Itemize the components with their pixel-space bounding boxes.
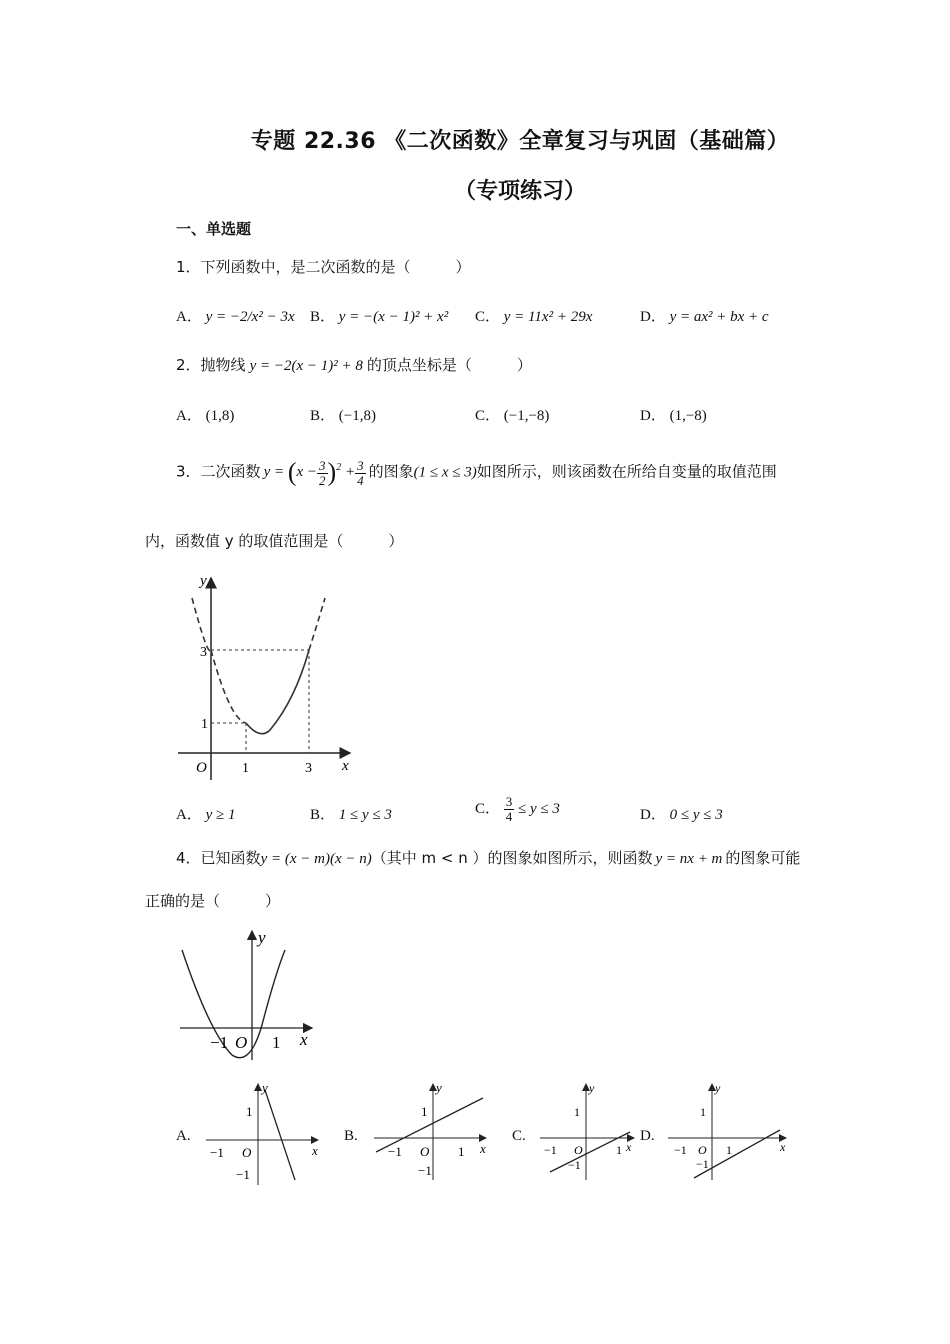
option-label: A． [176, 807, 202, 823]
question-4-expr: y = (x − m)(x − n) [260, 851, 372, 867]
q3-option-b[interactable] [310, 803, 392, 824]
parabola [182, 950, 285, 1058]
tick-y1: 1 [421, 1104, 428, 1119]
question-3-expr: y = (x − $\frac{3}{2}$ )$^2$ + $\frac{3}{4}$ [263, 457, 364, 488]
line-graph [265, 1090, 295, 1180]
question-3-domain: (1 ≤ x ≤ 3) [413, 464, 477, 481]
q3-option-a[interactable] [176, 803, 235, 824]
question-3 [176, 458, 777, 488]
question-3-line2: 内，函数值 y 的取值范围是（ ） [145, 532, 404, 550]
question-1-number: 1． [176, 258, 201, 276]
section-heading: 一、单选题 [176, 220, 252, 238]
q4-option-a-graph[interactable] [200, 1080, 325, 1190]
q3-option-b-expr: 1 ≤ y ≤ 3 [338, 807, 392, 823]
question-2-text-pre: 抛物线 [200, 356, 246, 374]
q2-option-c-expr: (−1,−8) [503, 408, 550, 424]
tick-y1: 1 [246, 1104, 253, 1119]
x-label: x [300, 1030, 308, 1049]
option-label: A． [176, 309, 202, 325]
curve-right-dashed [309, 598, 325, 650]
q1-option-b[interactable] [310, 305, 448, 326]
y-label: y [258, 928, 266, 947]
option-label: C． [475, 800, 501, 817]
q1-option-c[interactable] [475, 305, 592, 326]
tick-neg1: −1 [544, 1143, 557, 1157]
q3-option-c-expr: ≤ y ≤ 3 [518, 800, 560, 817]
q2-option-b-expr: (−1,8) [338, 408, 376, 424]
q4-option-c-graph[interactable] [536, 1080, 646, 1190]
q3-option-d[interactable] [640, 803, 723, 824]
y-label: y [436, 1080, 442, 1095]
q1-option-b-expr: y = −(x − 1)² + x² [338, 309, 449, 325]
question-3-text-pre: 二次函数 [200, 462, 261, 481]
origin-label: O [235, 1033, 248, 1052]
q2-option-b[interactable] [310, 404, 376, 425]
question-3-text-post: 如图所示，则该函数在所给自变量的取值范围 [476, 462, 777, 481]
tick-neg1: −1 [674, 1143, 687, 1157]
q1-option-d-expr: y = ax² + bx + c [669, 309, 769, 325]
q1-option-c-expr: y = 11x² + 29x [503, 309, 593, 325]
q3-option-d-expr: 0 ≤ y ≤ 3 [669, 807, 723, 823]
question-3-number: 3． [176, 462, 201, 481]
origin-label: O [420, 1144, 430, 1159]
tick-y3: 3 [200, 645, 207, 660]
tick-one: 1 [272, 1033, 281, 1052]
question-2-number: 2． [176, 356, 201, 374]
x-label: x [342, 758, 349, 774]
question-1 [176, 256, 471, 277]
question-4-number: 4． [176, 849, 201, 867]
q4-option-d-graph[interactable] [664, 1080, 794, 1190]
y-label: y [262, 1080, 268, 1095]
option-label: D． [640, 309, 666, 325]
curve-left-dashed [192, 598, 211, 651]
page-title: 专题 22.36 《二次函数》全章复习与巩固（基础篇） [250, 129, 790, 154]
origin-label: O [698, 1143, 707, 1157]
q3-option-a-expr: y ≥ 1 [205, 807, 236, 823]
tick-y1: 1 [574, 1105, 580, 1119]
option-label: B． [310, 309, 336, 325]
option-label: D． [640, 807, 666, 823]
question-1-text: 下列函数中，是二次函数的是（ ） [200, 258, 471, 276]
option-label: D． [640, 408, 666, 424]
q4-option-b-graph[interactable] [368, 1080, 493, 1190]
q1-option-a[interactable] [176, 305, 295, 326]
q1-option-a-expr: y = −2/x² − 3x [205, 309, 295, 325]
question-2-expr: y = −2(x − 1)² + 8 [249, 358, 363, 374]
tick-yneg1: −1 [236, 1167, 250, 1182]
q4-option-d-label[interactable]: D. [640, 1128, 655, 1144]
origin-label: O [242, 1145, 252, 1160]
option-label: C． [475, 309, 501, 325]
option-label: B． [310, 807, 336, 823]
tick-y1: 1 [700, 1105, 706, 1119]
q4-main-graph [170, 925, 330, 1065]
curve-solid [246, 650, 309, 734]
tick-x1: 1 [726, 1143, 732, 1157]
y-label: y [200, 573, 207, 589]
tick-x1: 1 [458, 1144, 465, 1159]
option-label: C． [475, 408, 501, 424]
q4-option-a-label[interactable]: A. [176, 1128, 191, 1144]
tick-yneg1: −1 [568, 1158, 581, 1172]
question-2-text-post: 的顶点坐标是（ ） [366, 356, 532, 374]
q3-parabola-graph [170, 570, 370, 785]
page-subtitle: （专项练习） [453, 179, 586, 204]
origin-label: O [196, 760, 207, 776]
y-label: y [715, 1081, 721, 1095]
question-4-text-pre: 已知函数 [200, 849, 261, 867]
question-3-text-mid: 的图象 [368, 462, 414, 481]
tick-x3: 3 [305, 761, 312, 776]
curve-mid-dashed [211, 650, 246, 723]
tick-x1: 1 [242, 761, 249, 776]
question-4-condition: （其中 m < n ） [371, 849, 488, 867]
x-label: x [626, 1140, 632, 1154]
question-4-expr2: y = nx + m [655, 851, 723, 867]
question-4-text-post: 的图象如图所示，则函数 [487, 849, 653, 867]
x-label: x [780, 1140, 786, 1154]
tick-neg1: −1 [210, 1033, 229, 1052]
y-label: y [589, 1081, 595, 1095]
q2-option-d-expr: (1,−8) [669, 408, 707, 424]
option-label: A． [176, 408, 202, 424]
q2-option-a[interactable] [176, 404, 234, 425]
tick-x1: 1 [616, 1143, 622, 1157]
q2-option-c[interactable] [475, 404, 549, 425]
question-2 [176, 354, 532, 375]
q3-option-c[interactable]: C． $\frac{3}{4}$ ≤ y ≤ 3 [475, 794, 560, 824]
q4-option-c-label[interactable]: C. [512, 1128, 526, 1144]
q2-option-d[interactable] [640, 404, 707, 425]
question-4 [176, 847, 800, 868]
x-label: x [312, 1143, 318, 1158]
tick-yneg1: −1 [418, 1163, 432, 1178]
option-label: B． [310, 408, 336, 424]
origin-label: O [574, 1143, 583, 1157]
tick-neg1: −1 [210, 1145, 224, 1160]
tick-yneg1: −1 [696, 1157, 709, 1171]
q1-option-d[interactable] [640, 305, 769, 326]
question-4-text-post2: 的图象可能 [725, 849, 801, 867]
q4-option-b-label[interactable]: B. [344, 1128, 358, 1144]
question-4-line2: 正确的是（ ） [145, 892, 281, 910]
q2-option-a-expr: (1,8) [205, 408, 235, 424]
x-label: x [480, 1141, 486, 1156]
tick-neg1: −1 [388, 1144, 402, 1159]
tick-y1: 1 [201, 717, 208, 732]
